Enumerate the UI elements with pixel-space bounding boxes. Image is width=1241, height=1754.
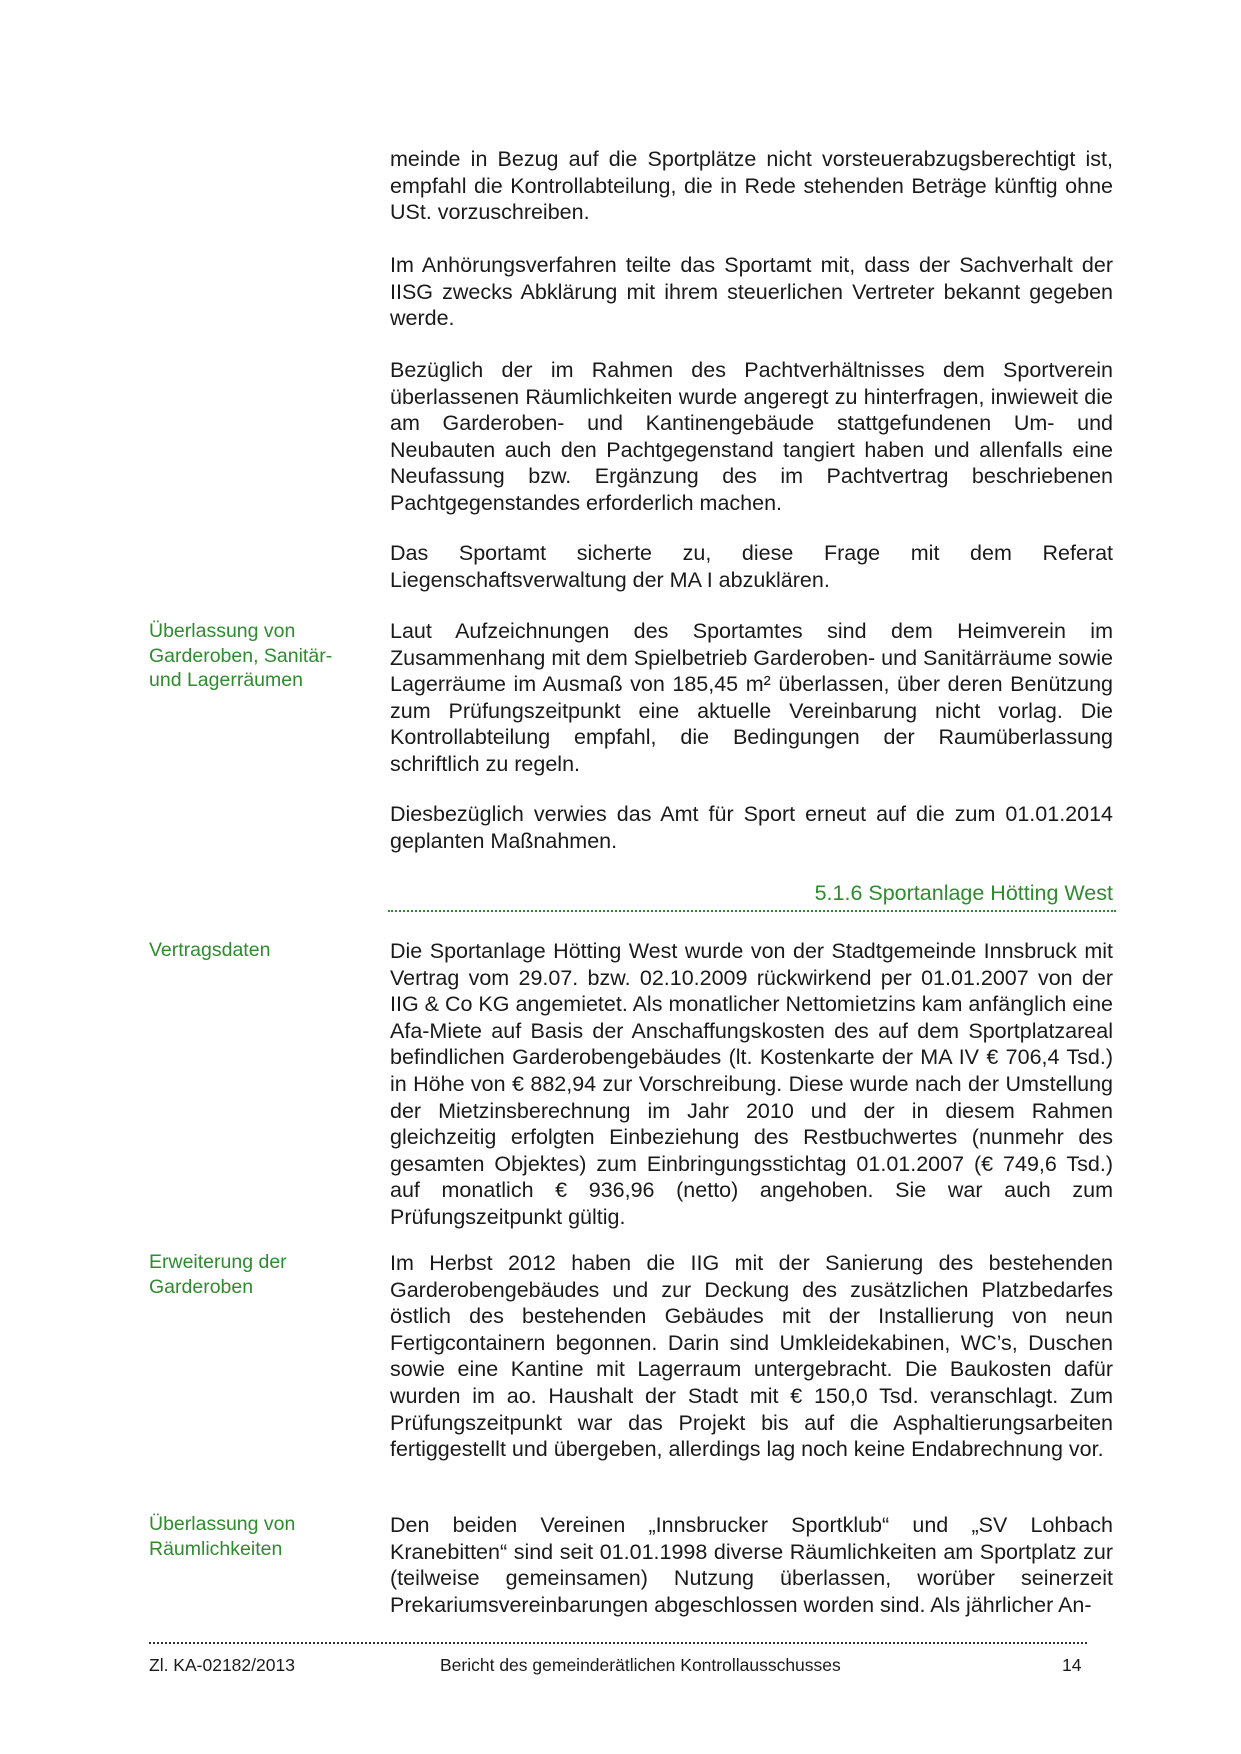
paragraph-pachtverhaeltnis: Bezüglich der im Rahmen des Pachtverhältnisses dem Sportverein überlassenen Räumlichkeiten wurde angeregt zu hinterfragen, inwieweit die am Garderoben- und Kantinengebäude stattgefundenen Um- und Neubauten auch den Pachtgegenstand tangiert haben und allenfalls eine Neufassung bzw. Ergänzung des im Pachtvertrag beschriebenen Pachtgegenstandes erforderlich machen. bbox=[390, 358, 1113, 515]
paragraph-massnahmen-2014: Diesbezüglich verwies das Amt für Sport erneut auf die zum 01.01.2014 geplanten Maßnahmen. bbox=[390, 802, 1113, 853]
footer-doc-number: Zl. KA-02182/2013 bbox=[149, 1655, 295, 1675]
section-divider bbox=[388, 910, 1116, 912]
footer-page-number: 14 bbox=[1062, 1655, 1082, 1675]
paragraph-aufzeichnungen-sportamt: Laut Aufzeichnungen des Sportamtes sind dem Heimverein im Zusammenhang mit dem Spielbetrieb Garderoben- und Sanitärräume sowie Lagerräume im Ausmaß von 185,45 m² überlassen, über deren Benützung zum Prüfungszeitpunkt eine aktuelle Vereinbarung nicht vorlag. Die Kontrollabteilung empfahl, die Bedingungen der Raumüberlassung schriftlich zu regeln. bbox=[390, 619, 1114, 776]
paragraph-erweiterung: Im Herbst 2012 haben die IIG mit der Sanierung des bestehenden Garderobengebäudes und zur Deckung des zusätzlichen Platzbedarfes östlich des bestehenden Gebäudes mit der Installierung von neun Fertigcontainern begonnen. Darin sind Umkleidekabinen, WC’s, Duschen sowie eine Kantine mit Lagerraum untergebracht. Die Baukosten dafür wurden im ao. Haushalt der Stadt mit € 150,0 Tsd. veranschlagt. Zum Prüfungszeitpunkt war das Projekt bis auf die Asphaltierungsarbeiten fertiggestellt und übergeben, allerdings lag noch keine Endabrechnung vor. bbox=[390, 1251, 1113, 1462]
paragraph-anhoerungsverfahren: Im Anhörungsverfahren teilte das Sportamt mit, dass der Sachverhalt der IISG zwecks Abklärung mit ihrem steuerlichen Vertreter bekannt gegeben werde. bbox=[390, 253, 1113, 331]
paragraph-vereine: Den beiden Vereinen „Innsbrucker Sportklub“ und „SV Lohbach Kranebitten“ sind seit 01.01.1998 diverse Räumlichkeiten am Sportplatz zur (teilweise gemeinsamen) Nutzung überlassen, worüber seinerzeit Prekariumsvereinbarungen abgeschlossen worden sind. Als jährlicher An- bbox=[390, 1513, 1113, 1617]
footer-report-title: Bericht des gemeinderätlichen Kontrollausschusses bbox=[440, 1655, 841, 1675]
paragraph-vertragsdaten: Die Sportanlage Hötting West wurde von der Stadtgemeinde Innsbruck mit Vertrag vom 29.07. bzw. 02.10.2009 rückwirkend per 01.01.2007 von der IIG & Co KG angemietet. Als monatlicher Nettomietzins kam anfänglich eine Afa-Miete auf Basis der Anschaffungskosten des auf dem Sportplatzareal befindlichen Garderobengebäudes (lt. Kostenkarte der MA IV € 706,4 Tsd.) in Höhe von € 882,94 zur Vorschreibung. Diese wurde nach der Umstellung der Mietzinsberechnung im Jahr 2010 und der in diesem Rahmen gleichzeitig erfolgten Einbeziehung des Restbuchwertes (nunmehr des gesamten Objektes) zum Einbringungsstichtag 01.01.2007 (€ 749,6 Tsd.) auf monatlich € 936,96 (netto) angehoben. Sie war auch zum Prüfungszeitpunkt gültig. bbox=[390, 939, 1113, 1229]
margin-note-vertragsdaten: Vertragsdaten bbox=[149, 939, 271, 961]
margin-note-ueberlassung-raeumlichkeiten: Überlassung von Räumlichkeiten bbox=[149, 1513, 296, 1560]
margin-note-ueberlassung-garderoben: Überlassung von Garderoben, Sanitär- und Lagerräumen bbox=[149, 620, 333, 691]
margin-note-erweiterung-garderoben: Erweiterung der Garderoben bbox=[149, 1251, 287, 1298]
section-heading: 5.1.6 Sportanlage Hötting West bbox=[814, 881, 1113, 905]
paragraph-referat-liegenschaft: Das Sportamt sicherte zu, diese Frage mit dem Referat Liegenschaftsverwaltung der MA I abzuklären. bbox=[390, 541, 1113, 592]
paragraph-vorsteuer: meinde in Bezug auf die Sportplätze nicht vorsteuerabzugsberechtigt ist, empfahl die Kontrollabteilung, die in Rede stehenden Beträge künftig ohne USt. vorzuschreiben. bbox=[390, 147, 1113, 225]
footer-divider bbox=[149, 1642, 1087, 1644]
